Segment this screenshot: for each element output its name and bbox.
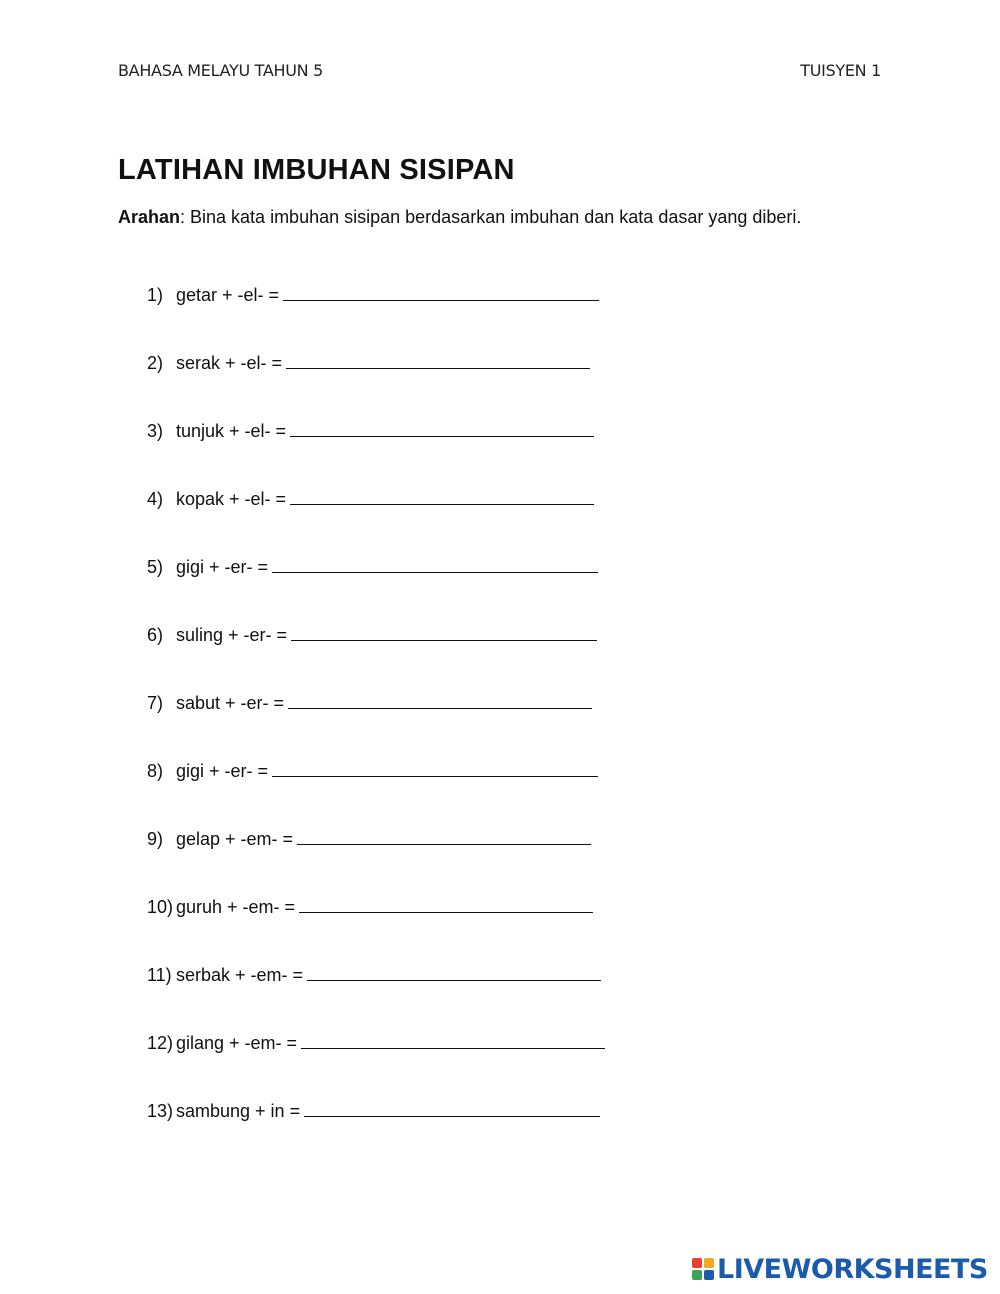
question-item [147, 964, 601, 986]
question-item [147, 352, 590, 374]
answer-blank[interactable] [283, 284, 599, 301]
answer-blank[interactable] [290, 420, 594, 437]
logo-mark-icon [692, 1258, 714, 1280]
question-number: 4) [147, 489, 164, 509]
question-number: 13) [147, 1101, 174, 1121]
question-number: 9) [147, 829, 164, 849]
question-text: kopak + -el- = [176, 489, 287, 509]
question-number: 11) [147, 965, 172, 985]
instruction-text: : Bina kata imbuhan sisipan berdasarkan imbuhan dan kata dasar yang diberi. [180, 207, 802, 227]
question-number: 8) [147, 761, 164, 781]
answer-blank[interactable] [299, 896, 593, 913]
header-class: TUISYEN 1 [800, 61, 881, 80]
question-text: sambung + in = [176, 1101, 301, 1121]
answer-blank[interactable] [297, 828, 591, 845]
question-text: tunjuk + -el- = [176, 421, 287, 441]
answer-blank[interactable] [304, 1100, 600, 1117]
answer-blank[interactable] [301, 1032, 605, 1049]
question-text: gelap + -em- = [176, 829, 294, 849]
question-text: sabut + -er- = [176, 693, 285, 713]
header-subject: BAHASA MELAYU TAHUN 5 [118, 61, 324, 80]
answer-blank[interactable] [307, 964, 601, 981]
question-number: 3) [147, 421, 164, 441]
question-item [147, 1032, 605, 1054]
question-number: 7) [147, 693, 164, 713]
answer-blank[interactable] [290, 488, 594, 505]
question-item [147, 488, 594, 510]
question-number: 12) [147, 1033, 174, 1053]
question-item [147, 556, 598, 578]
question-text: serak + -el- = [176, 353, 283, 373]
question-text: guruh + -em- = [176, 897, 296, 917]
answer-blank[interactable] [272, 760, 598, 777]
instruction-label: Arahan [118, 207, 181, 227]
answer-blank[interactable] [286, 352, 590, 369]
question-number: 10) [147, 897, 174, 917]
answer-blank[interactable] [291, 624, 597, 641]
question-number: 6) [147, 625, 164, 645]
question-item [147, 1100, 600, 1122]
question-item [147, 624, 597, 646]
question-item [147, 760, 598, 782]
question-number: 5) [147, 557, 164, 577]
question-item [147, 896, 593, 918]
question-item [147, 420, 594, 442]
question-text: gigi + -er- = [176, 557, 269, 577]
instruction [118, 207, 801, 228]
question-item [147, 284, 599, 306]
question-text: serbak + -em- = [176, 965, 304, 985]
question-number: 1) [147, 285, 164, 305]
question-item [147, 692, 592, 714]
question-text: gigi + -er- = [176, 761, 269, 781]
logo-text: LIVEWORKSHEETS [717, 1253, 988, 1285]
liveworksheets-logo [692, 1252, 988, 1286]
page-title: LATIHAN IMBUHAN SISIPAN [118, 154, 515, 186]
question-text: gilang + -em- = [176, 1033, 298, 1053]
answer-blank[interactable] [288, 692, 592, 709]
question-text: getar + -el- = [176, 285, 280, 305]
question-number: 2) [147, 353, 164, 373]
answer-blank[interactable] [272, 556, 598, 573]
question-item [147, 828, 591, 850]
question-text: suling + -er- = [176, 625, 288, 645]
